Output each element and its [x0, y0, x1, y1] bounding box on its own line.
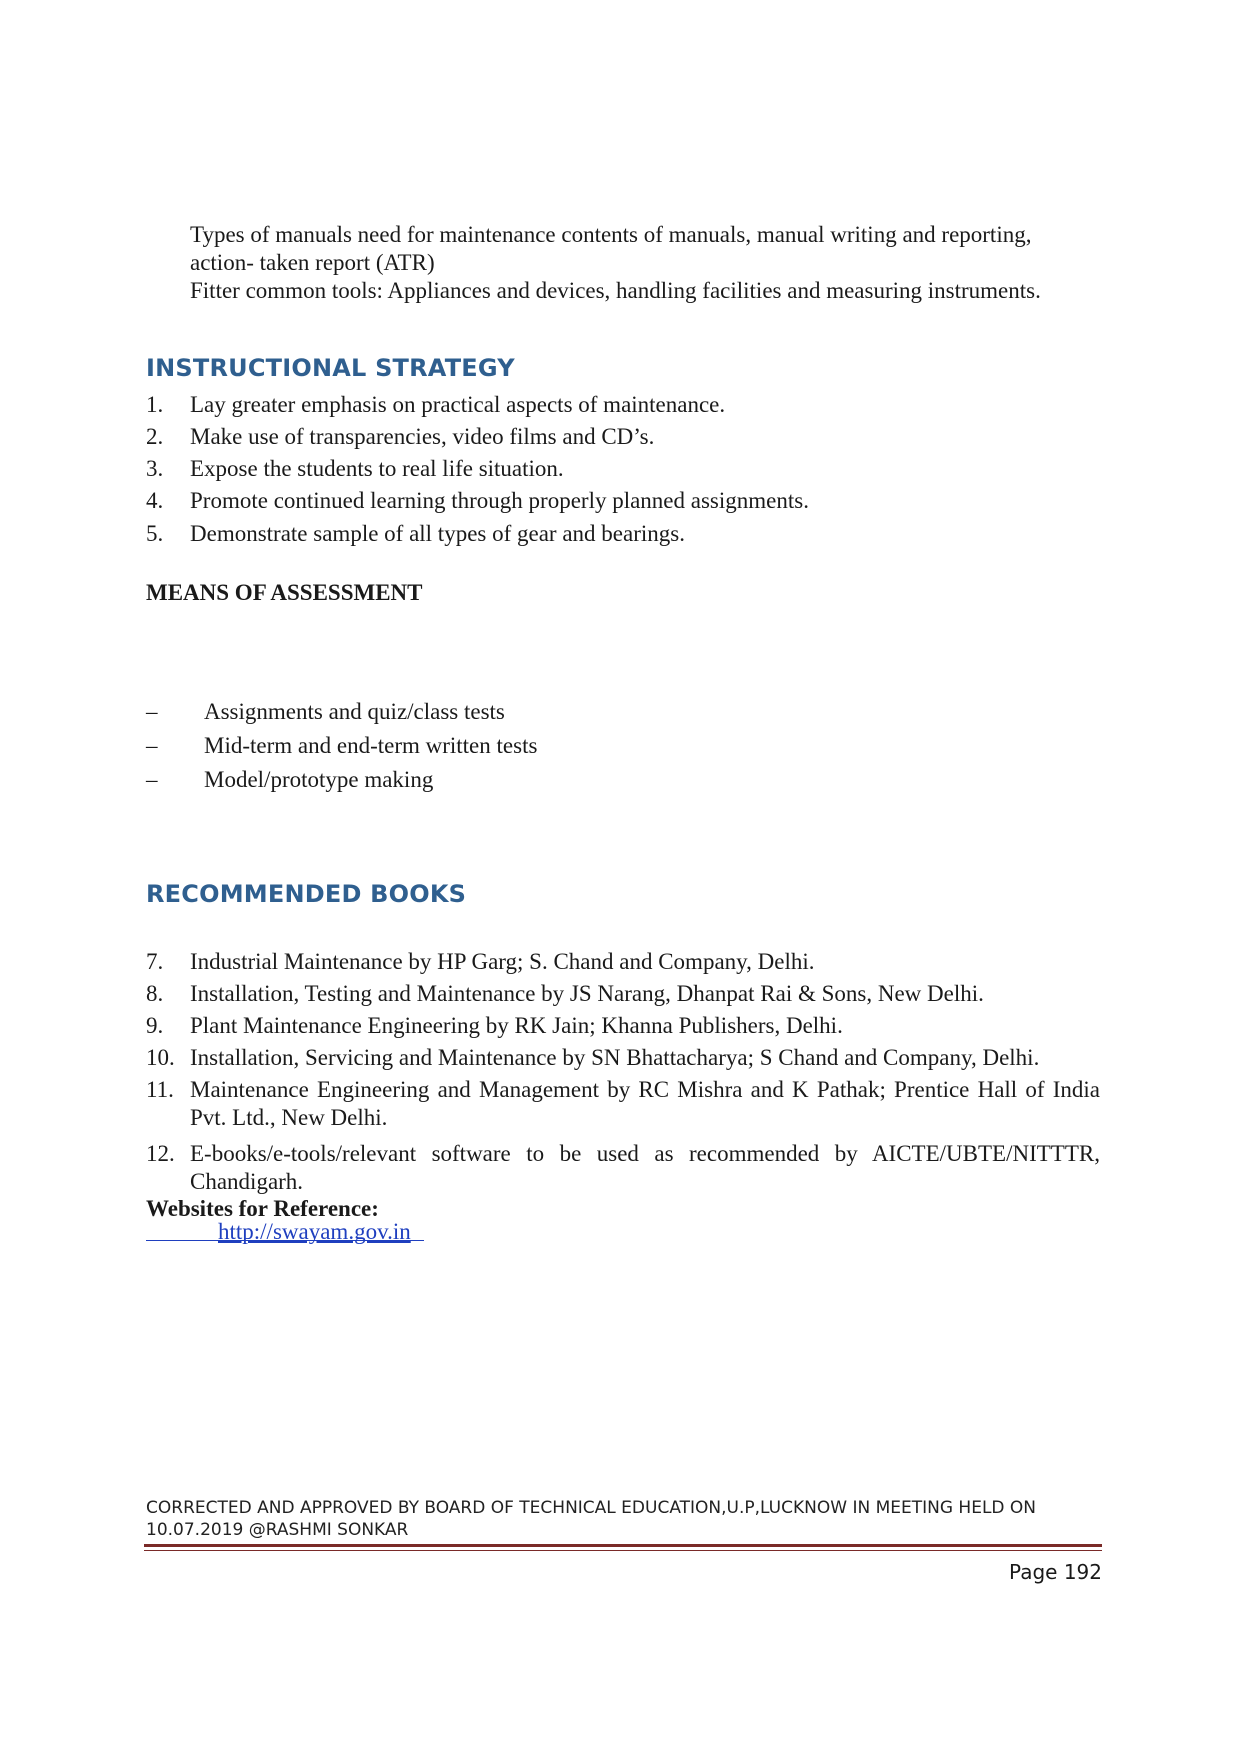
strategy-item — [146, 487, 1100, 515]
assessment-item-text: Mid-term and end-term written tests — [204, 733, 538, 758]
assessment-item-text: Model/prototype making — [204, 767, 434, 792]
book-item — [146, 1012, 1100, 1040]
footer-rule-thin — [144, 1550, 1102, 1551]
assessment-heading: MEANS OF ASSESSMENT — [146, 580, 423, 605]
book-item-number: 9. — [146, 1013, 164, 1038]
strategy-item-number: 5. — [146, 521, 164, 546]
strategy-item-text: Expose the students to real life situation. — [190, 456, 564, 481]
swayam-link[interactable]: http://swayam.gov.in — [218, 1219, 411, 1244]
intro-paragraph-line2: action- taken report (ATR) — [190, 250, 435, 275]
footer-line2: 10.07.2019 @RASHMI SONKAR — [146, 1520, 409, 1540]
book-item — [146, 1044, 1100, 1072]
recommended-books-heading: RECOMMENDED BOOKS — [146, 880, 467, 908]
websites-heading: Websites for Reference: — [146, 1196, 379, 1221]
assessment-item — [146, 698, 505, 726]
intro-paragraph-tools: Fitter common tools: Appliances and devices, handling facilities and measuring instruments. — [190, 278, 1041, 303]
footer-rule-thick — [144, 1544, 1102, 1547]
assessment-item — [146, 766, 433, 794]
strategy-item-text: Demonstrate sample of all types of gear and bearings. — [190, 521, 685, 546]
book-item-text: Plant Maintenance Engineering by RK Jain; Khanna Publishers, Delhi. — [190, 1013, 843, 1038]
strategy-item-text: Make use of transparencies, video films and CD’s. — [190, 424, 655, 449]
dash-bullet: – — [146, 767, 158, 792]
book-item — [146, 1076, 1100, 1132]
book-item-text: Installation, Testing and Maintenance by JS Narang, Dhanpat Rai & Sons, New Delhi. — [190, 981, 984, 1006]
book-item-text: Industrial Maintenance by HP Garg; S. Chand and Company, Delhi. — [190, 949, 815, 974]
strategy-item-text: Promote continued learning through properly planned assignments. — [190, 488, 809, 513]
page-number: Page 192 — [1009, 1560, 1102, 1584]
strategy-item — [146, 520, 1100, 548]
book-item-text: Maintenance Engineering and Management by RC Mishra and K Pathak; Prentice Hall of India Pvt. Ltd., New Delhi. — [190, 1077, 1100, 1130]
dash-bullet: – — [146, 733, 158, 758]
strategy-item — [146, 391, 1100, 419]
assessment-item-text: Assignments and quiz/class tests — [204, 699, 505, 724]
instructional-strategy-heading: INSTRUCTIONAL STRATEGY — [146, 354, 515, 382]
strategy-item-number: 4. — [146, 488, 164, 513]
strategy-item-text: Lay greater emphasis on practical aspects of maintenance. — [190, 392, 726, 417]
book-item — [146, 948, 1100, 976]
book-item-number: 10. — [146, 1045, 175, 1070]
strategy-item — [146, 423, 1100, 451]
book-item — [146, 980, 1100, 1008]
strategy-item — [146, 455, 1100, 483]
book-item-number: 7. — [146, 949, 164, 974]
strategy-item-number: 2. — [146, 424, 164, 449]
strategy-item-number: 3. — [146, 456, 164, 481]
book-item-number: 11. — [146, 1077, 174, 1102]
book-item-text: Installation, Servicing and Maintenance by SN Bhattacharya; S Chand and Company, Delhi. — [190, 1045, 1040, 1070]
strategy-item-number: 1. — [146, 392, 164, 417]
book-item — [146, 1140, 1100, 1196]
book-item-text: E-books/e-tools/relevant software to be used as recommended by AICTE/UBTE/NITTTR, Chandigarh. — [190, 1141, 1100, 1194]
book-item-number: 12. — [146, 1141, 175, 1166]
intro-paragraph-line1: Types of manuals need for maintenance contents of manuals, manual writing and reporting, — [190, 222, 1032, 247]
assessment-item — [146, 732, 537, 760]
book-item-number: 8. — [146, 981, 164, 1006]
footer-line1: CORRECTED AND APPROVED BY BOARD OF TECHNICAL EDUCATION,U.P,LUCKNOW IN MEETING HELD ON — [146, 1498, 1037, 1518]
dash-bullet: – — [146, 699, 158, 724]
